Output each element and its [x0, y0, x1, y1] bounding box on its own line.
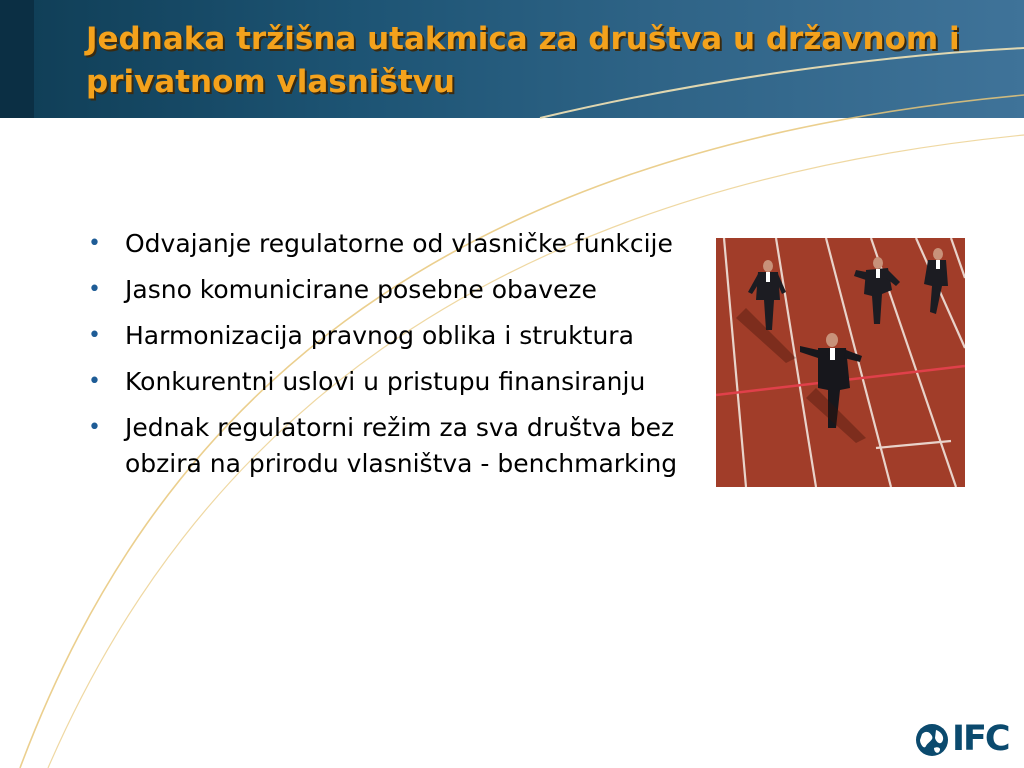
slide-title: Jednaka tržišna utakmica za društva u državnom i privatnom vlasništvu: [86, 21, 960, 100]
bullet-item: [88, 272, 678, 308]
bullet-list: [88, 226, 678, 492]
bullet-dot: •: [88, 323, 101, 348]
bullet-text: Harmonizacija pravnog oblika i struktura: [125, 321, 634, 350]
bullet-item: [88, 364, 678, 400]
ifc-logo: [914, 719, 1012, 759]
bullet-text: Odvajanje regulatorne od vlasničke funkcije: [125, 229, 673, 258]
bullet-dot: •: [88, 277, 101, 302]
bullet-dot: •: [88, 369, 101, 394]
race-photo: [716, 238, 965, 487]
bullet-text: Konkurentni uslovi u pristupu finansiranju: [125, 367, 646, 396]
bullet-text: Jednak regulatorni režim za sva društva bez obzira na prirodu vlasništva - benchmarking: [125, 413, 678, 478]
bullet-text: Jasno komunicirane posebne obaveze: [125, 275, 597, 304]
logo-text: IFC: [952, 719, 1009, 759]
globe-icon: [914, 722, 950, 758]
header-left-stripe: [0, 0, 34, 118]
bullet-dot: •: [88, 415, 101, 440]
bullet-item: [88, 410, 678, 482]
bullet-item: [88, 226, 678, 262]
bullet-dot: •: [88, 231, 101, 256]
bullet-item: [88, 318, 678, 354]
